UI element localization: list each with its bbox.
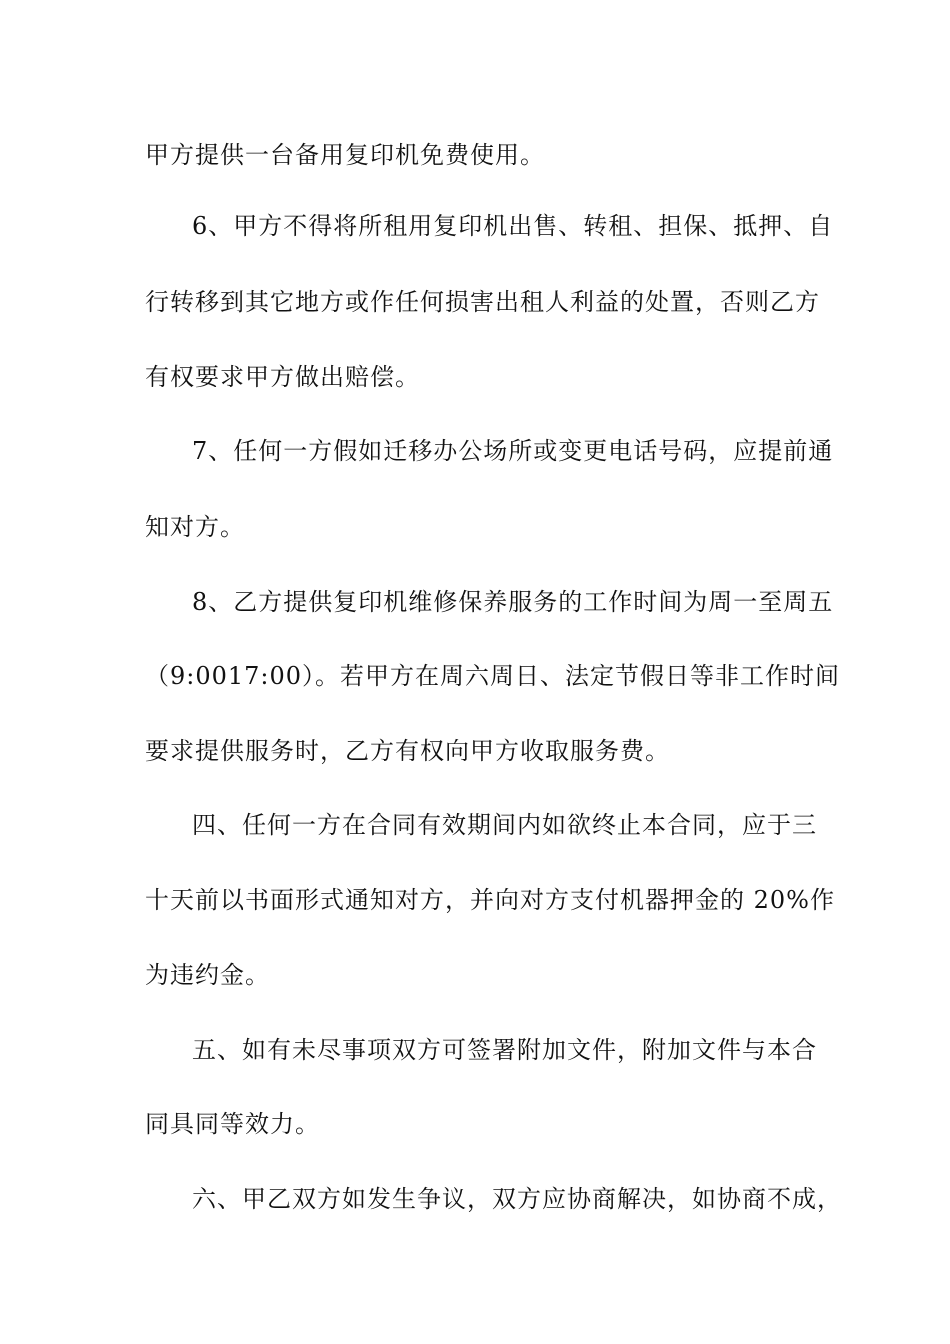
text-line: 7、任何一方假如迁移办公场所或变更电话号码，应提前通 — [192, 437, 834, 465]
text-line: （9:0017:00）。若甲方在周六周日、法定节假日等非工作时间 — [145, 662, 841, 690]
text-line: 知对方。 — [145, 513, 245, 541]
text-line: 为违约金。 — [145, 961, 270, 989]
text-line: 六、甲乙双方如发生争议，双方应协商解决，如协商不成， — [192, 1185, 842, 1213]
text-line: 同具同等效力。 — [145, 1110, 320, 1138]
text-line: 6、甲方不得将所租用复印机出售、转租、担保、抵押、自 — [192, 212, 834, 240]
text-line: 行转移到其它地方或作任何损害出租人利益的处置，否则乙方 — [145, 288, 820, 316]
text-line: 五、如有未尽事项双方可签署附加文件，附加文件与本合 — [192, 1036, 817, 1064]
text-line: 十天前以书面形式通知对方，并向对方支付机器押金的 20%作 — [145, 886, 835, 914]
text-line: 8、乙方提供复印机维修保养服务的工作时间为周一至周五 — [192, 588, 834, 616]
text-line: 要求提供服务时，乙方有权向甲方收取服务费。 — [145, 737, 670, 765]
text-line: 甲方提供一台备用复印机免费使用。 — [145, 141, 545, 169]
text-line: 四、任何一方在合同有效期间内如欲终止本合同，应于三 — [192, 811, 817, 839]
text-line: 有权要求甲方做出赔偿。 — [145, 363, 420, 391]
